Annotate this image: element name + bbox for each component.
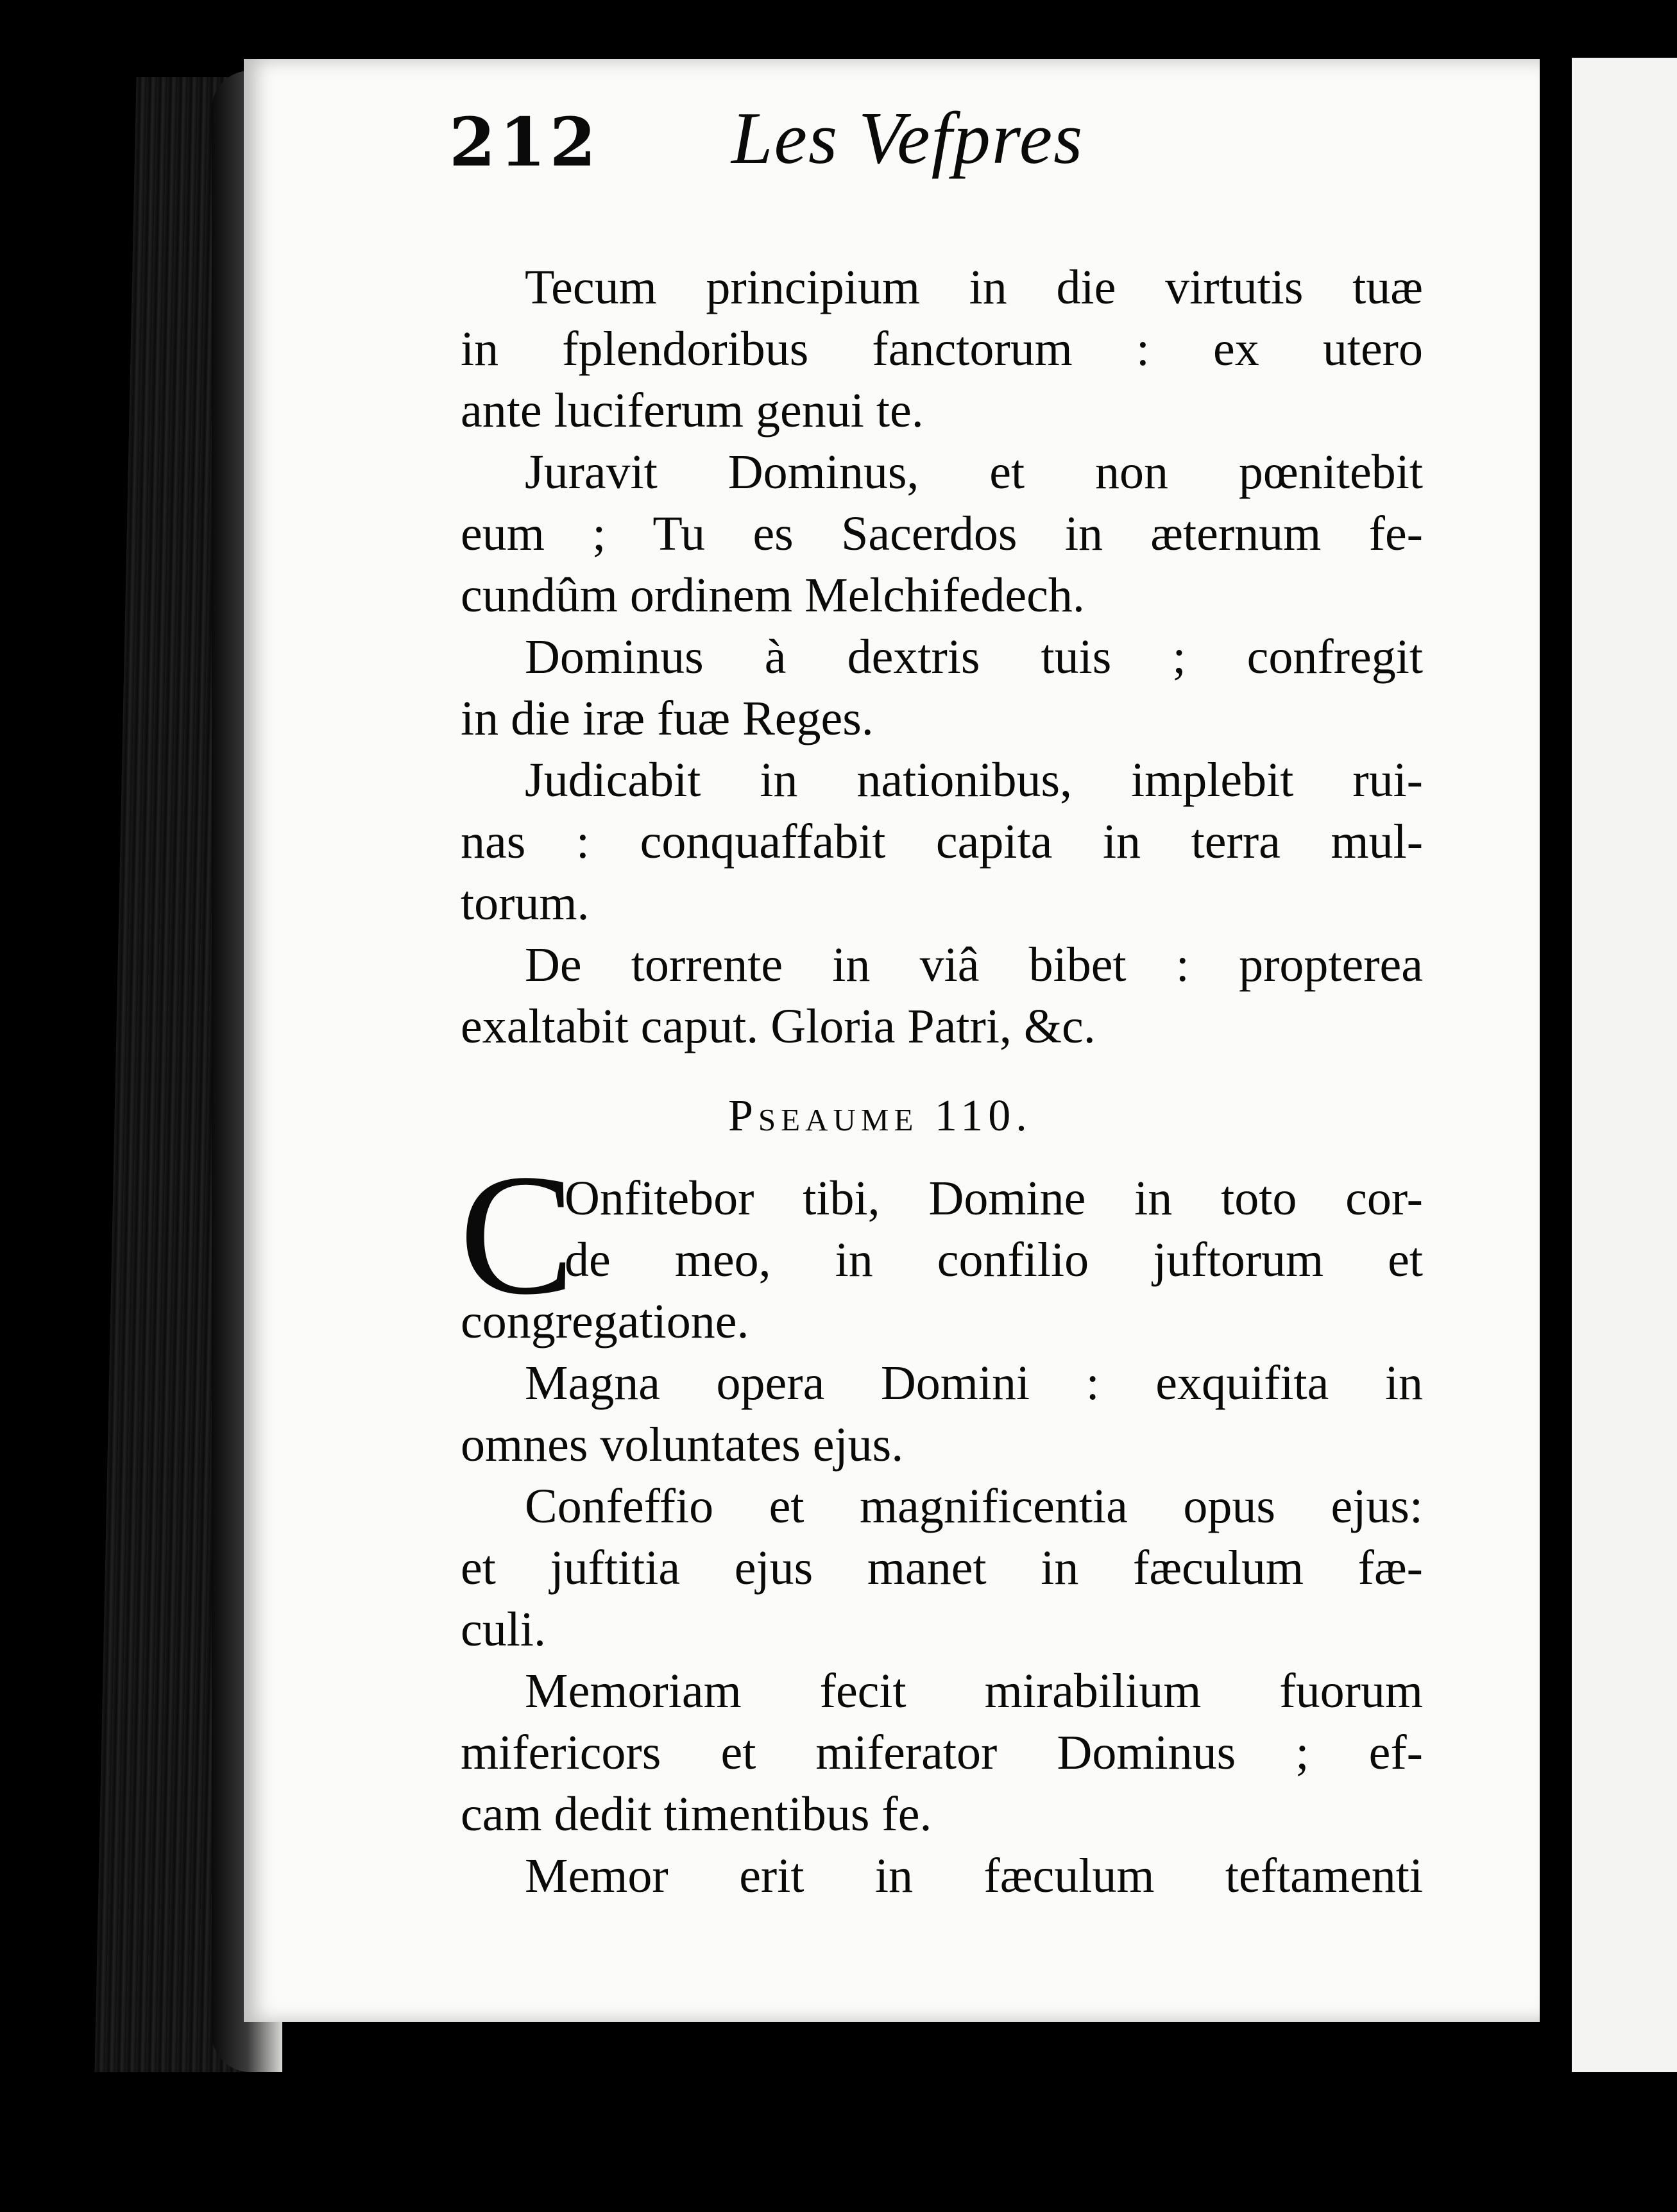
text-line: congregatione. [461,1295,749,1348]
text-line: De torrente in viâ bibet : propterea [525,938,1423,992]
text-line: Memor erit in fæculum teftamenti [525,1849,1423,1903]
drop-cap: C [459,1139,575,1331]
text-line: in die iræ fuæ Reges. [461,692,874,745]
text-line: Dominus à dextris tuis ; confregit [525,630,1423,684]
text-line: eum ; Tu es Sacerdos in æternum fe- [461,507,1423,561]
text-line: de meo, in confilio juftorum et [565,1233,1423,1287]
text-line: Memoriam fecit mirabilium fuorum [525,1664,1423,1718]
text-line: ante luciferum genui te. [461,384,924,438]
text-line: culi. [461,1603,546,1656]
psalm-heading: Pseaume 110. [728,1091,1032,1141]
page-number: 212 [449,103,600,182]
text-line: Confeffio et magnificentia opus ejus: [525,1479,1423,1533]
text-line: exaltabit caput. Gloria Patri, &c. [461,1000,1096,1053]
running-title: Les Vefpres [731,98,1084,180]
text-line: torum. [461,876,590,930]
text-line: Judicabit in nationibus, implebit rui- [525,753,1423,807]
text-line: in fplendoribus fanctorum : ex utero [461,322,1423,376]
text-line: Tecum principium in die virtutis tuæ [525,260,1423,314]
text-line: nas : conquaffabit capita in terra mul- [461,815,1423,869]
text-line: Onfitebor tibi, Domine in toto cor- [565,1171,1423,1225]
text-line: mifericors et miferator Dominus ; ef- [461,1726,1423,1780]
text-line: Magna opera Domini : exquifita in [525,1356,1423,1410]
facing-page-edge [1572,58,1677,2072]
text-line: cundûm ordinem Melchifedech. [461,568,1085,622]
text-line: omnes voluntates ejus. [461,1418,904,1472]
book-gutter [1540,38,1572,2207]
text-line: cam dedit timentibus fe. [461,1787,932,1841]
page-header [449,96,1476,199]
text-line: Juravit Dominus, et non pœnitebit [525,445,1423,499]
text-line: et juftitia ejus manet in fæculum fæ- [461,1541,1423,1595]
